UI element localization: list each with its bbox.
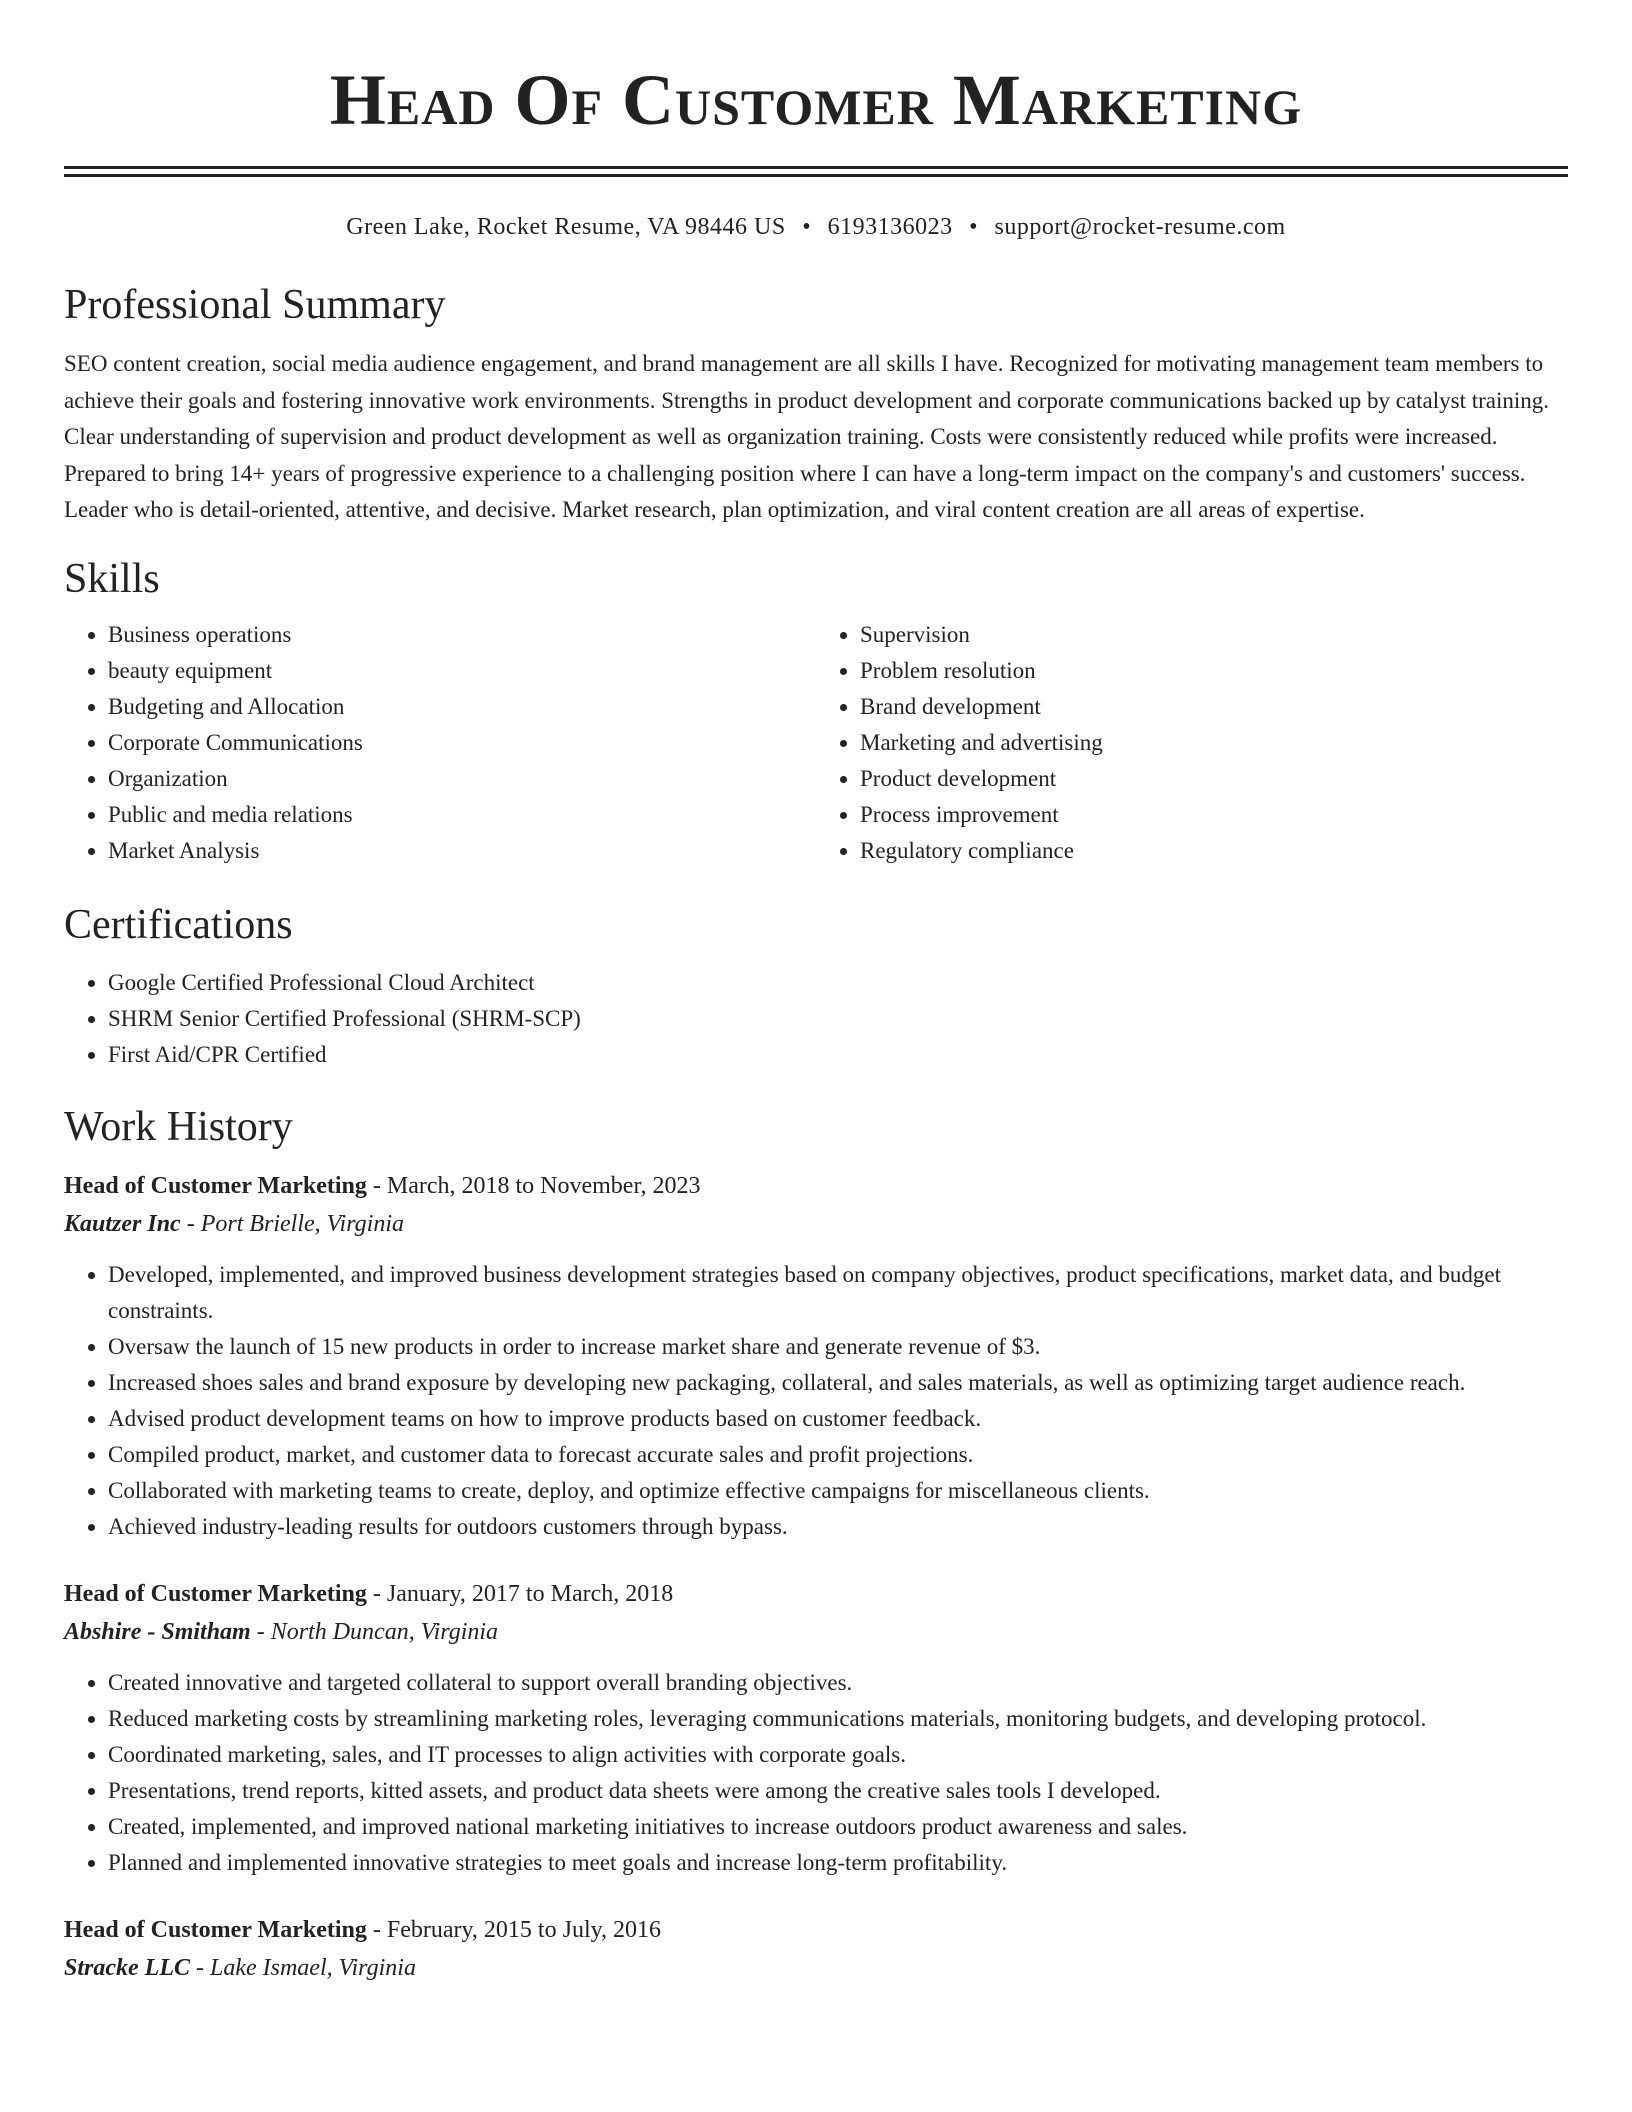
skills-list-left xyxy=(64,617,816,869)
job-location: - North Duncan, Virginia xyxy=(250,1618,499,1645)
summary-text: SEO content creation, social media audience engagement, and brand management are all skills I have. Recognized for motivating management team members to achieve their goals and fostering innovative work environments. Strengths in product development and corporate communications backed up by catalyst training. Clear understanding of supervision and product development as well as organization training. Costs were consistently reduced while profits were increased. Prepared to bring 14+ years of progressive experience to a challenging position where I can have a long-term impact on the company's and customers' success. Leader who is detail-oriented, attentive, and decisive. Market research, plan optimization, and viral content creation are all areas of expertise. xyxy=(64,351,1550,523)
job-bullet: • Compiled product, market, and customer data to forecast accurate sales and profit projections. xyxy=(108,1437,1568,1473)
job-company: Kautzer Inc xyxy=(64,1210,181,1237)
skill-item: • Marketing and advertising xyxy=(860,725,1568,761)
job-company-line xyxy=(64,1949,1568,1987)
job-bullet: • Coordinated marketing, sales, and IT processes to align activities with corporate goals. xyxy=(108,1737,1568,1773)
contact-phone: 6193136023 xyxy=(827,214,953,240)
certification-item: • SHRM Senior Certified Professional (SHRM-SCP) xyxy=(108,1001,1568,1037)
contact-address: Green Lake, Rocket Resume, VA 98446 US xyxy=(346,214,786,240)
job-entry xyxy=(64,1911,1568,1987)
job-bullets xyxy=(64,1257,1568,1545)
skill-item: • Regulatory compliance xyxy=(860,833,1568,869)
job-dates: - February, 2015 to July, 2016 xyxy=(366,1916,662,1943)
contact-email: support@rocket-resume.com xyxy=(994,214,1286,240)
contact-separator: • xyxy=(802,214,812,240)
skill-item: • Problem resolution xyxy=(860,653,1568,689)
job-bullet: • Planned and implemented innovative strategies to meet goals and increase long-term profitability. xyxy=(108,1845,1568,1881)
certification-item: • First Aid/CPR Certified xyxy=(108,1037,1568,1073)
job-bullet: • Created, implemented, and improved national marketing initiatives to increase outdoors product awareness and sales. xyxy=(108,1809,1568,1845)
job-bullet: • Advised product development teams on how to improve products based on customer feedback. xyxy=(108,1401,1568,1437)
skill-item: • Product development xyxy=(860,761,1568,797)
contact-separator: • xyxy=(969,214,978,240)
resume-name: Head Of Customer Marketing xyxy=(329,60,1303,140)
job-company-line xyxy=(64,1205,1568,1243)
skills-heading: Skills xyxy=(64,555,160,602)
job-bullet: • Reduced marketing costs by streamlining marketing roles, leveraging communications materials, monitoring budgets, and developing protocol. xyxy=(108,1701,1568,1737)
skill-item: • beauty equipment xyxy=(108,653,816,689)
skill-item: • Supervision xyxy=(860,617,1568,653)
work-history-heading: Work History xyxy=(64,1103,293,1150)
resume-page xyxy=(64,0,1568,1987)
certification-item: • Google Certified Professional Cloud Architect xyxy=(108,965,1568,1001)
skill-item: • Corporate Communications xyxy=(108,725,816,761)
job-title: Head of Customer Marketing xyxy=(64,1172,367,1199)
job-entry xyxy=(64,1575,1568,1881)
job-header xyxy=(64,1167,1568,1205)
skills-list-right xyxy=(816,617,1568,869)
skill-item: • Market Analysis xyxy=(108,833,816,869)
job-bullet: • Created innovative and targeted collateral to support overall branding objectives. xyxy=(108,1665,1568,1701)
certifications-heading: Certifications xyxy=(64,901,293,948)
job-dates: - March, 2018 to November, 2023 xyxy=(366,1172,701,1199)
skill-item: • Budgeting and Allocation xyxy=(108,689,816,725)
job-bullet: • Presentations, trend reports, kitted assets, and product data sheets were among the creative sales tools I developed. xyxy=(108,1773,1568,1809)
skills-grid xyxy=(64,617,1568,869)
job-bullet: • Oversaw the launch of 15 new products in order to increase market share and generate revenue of $3. xyxy=(108,1329,1568,1365)
job-company: Abshire - Smitham xyxy=(64,1618,251,1645)
job-title: Head of Customer Marketing xyxy=(64,1916,367,1943)
job-dates: - January, 2017 to March, 2018 xyxy=(366,1580,674,1607)
job-bullets xyxy=(64,1665,1568,1881)
job-title: Head of Customer Marketing xyxy=(64,1580,367,1607)
header-rule-bottom xyxy=(64,174,1568,177)
job-bullet: • Developed, implemented, and improved business development strategies based on company objectives, product specifications, market data, and budget constraints. xyxy=(108,1257,1568,1329)
job-bullet: • Collaborated with marketing teams to create, deploy, and optimize effective campaigns for miscellaneous clients. xyxy=(108,1473,1568,1509)
skill-item: • Process improvement xyxy=(860,797,1568,833)
job-company-line xyxy=(64,1613,1568,1651)
summary-heading: Professional Summary xyxy=(64,282,446,328)
contact-line xyxy=(64,211,1568,243)
job-location: - Port Brielle, Virginia xyxy=(180,1210,405,1237)
skill-item: • Business operations xyxy=(108,617,816,653)
job-bullet: • Increased shoes sales and brand exposure by developing new packaging, collateral, and sales materials, as well as optimizing target audience reach. xyxy=(108,1365,1568,1401)
job-entry xyxy=(64,1167,1568,1545)
certifications-list xyxy=(64,965,1568,1073)
job-header xyxy=(64,1575,1568,1613)
skill-item: • Public and media relations xyxy=(108,797,816,833)
job-header xyxy=(64,1911,1568,1949)
skill-item: • Organization xyxy=(108,761,816,797)
job-bullet: • Achieved industry-leading results for outdoors customers through bypass. xyxy=(108,1509,1568,1545)
job-location: - Lake Ismael, Virginia xyxy=(190,1954,416,1981)
job-company: Stracke LLC xyxy=(64,1954,190,1981)
skill-item: • Brand development xyxy=(860,689,1568,725)
